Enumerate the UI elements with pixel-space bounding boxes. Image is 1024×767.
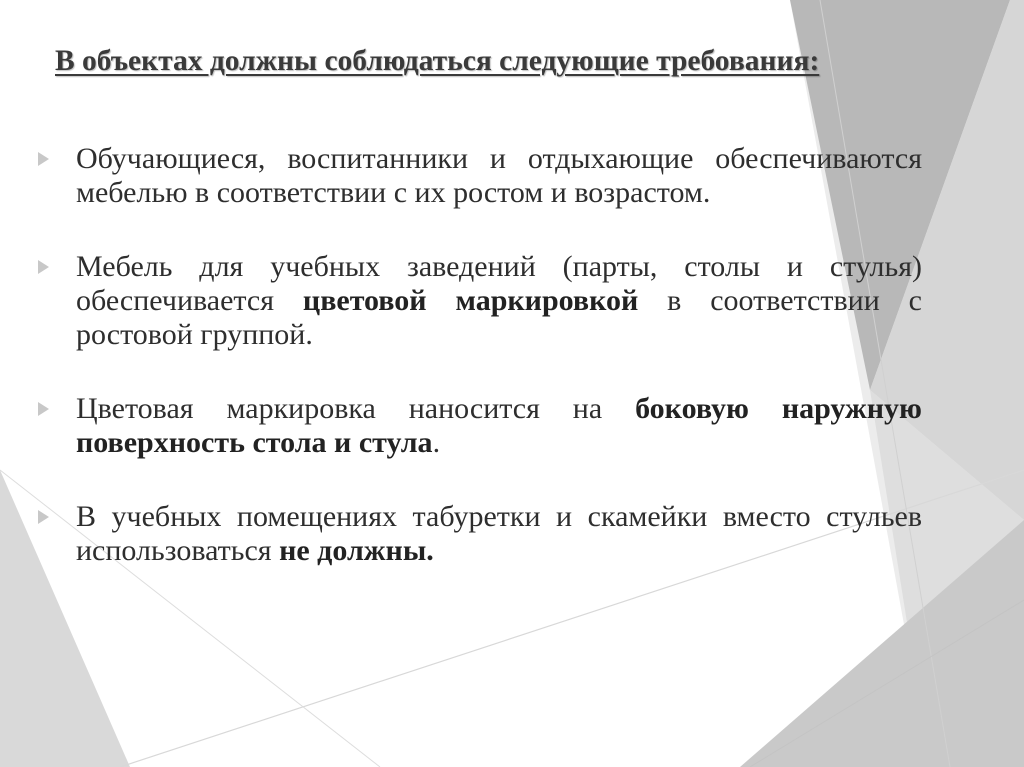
bullet-arrow-icon bbox=[38, 510, 49, 524]
bullet-item bbox=[36, 142, 922, 210]
bullet-text: Мебель для учебных заведений (парты, столы и стулья) обеспечивается bbox=[76, 250, 922, 317]
bullet-text: В учебных помещениях табуретки и скамейки вместо стульев использоваться bbox=[76, 500, 922, 567]
bullet-text-bold: цветовой маркировкой bbox=[302, 284, 639, 317]
bullet-text: . bbox=[432, 426, 441, 459]
bullet-item bbox=[36, 500, 922, 568]
slide-title: В объектах должны соблюдаться следующие требования: bbox=[55, 45, 820, 77]
bullet-item bbox=[36, 250, 922, 352]
bullet-arrow-icon bbox=[38, 152, 49, 166]
bullet-text-bold: боковую наружную поверхность стола и стула bbox=[76, 392, 922, 459]
bullet-item bbox=[36, 392, 922, 460]
bullet-text: в соответствии с ростовой группой. bbox=[76, 284, 922, 351]
bullet-text-bold: не должны. bbox=[279, 534, 434, 567]
bullet-arrow-icon bbox=[38, 402, 49, 416]
bullet-list bbox=[36, 142, 922, 608]
bullet-arrow-icon bbox=[38, 260, 49, 274]
bullet-text: Обучающиеся, воспитанники и отдыхающие обеспечиваются мебелью в соответствии с их ростом и возрастом. bbox=[76, 142, 922, 209]
bullet-text: Цветовая маркировка наносится на bbox=[76, 392, 636, 425]
